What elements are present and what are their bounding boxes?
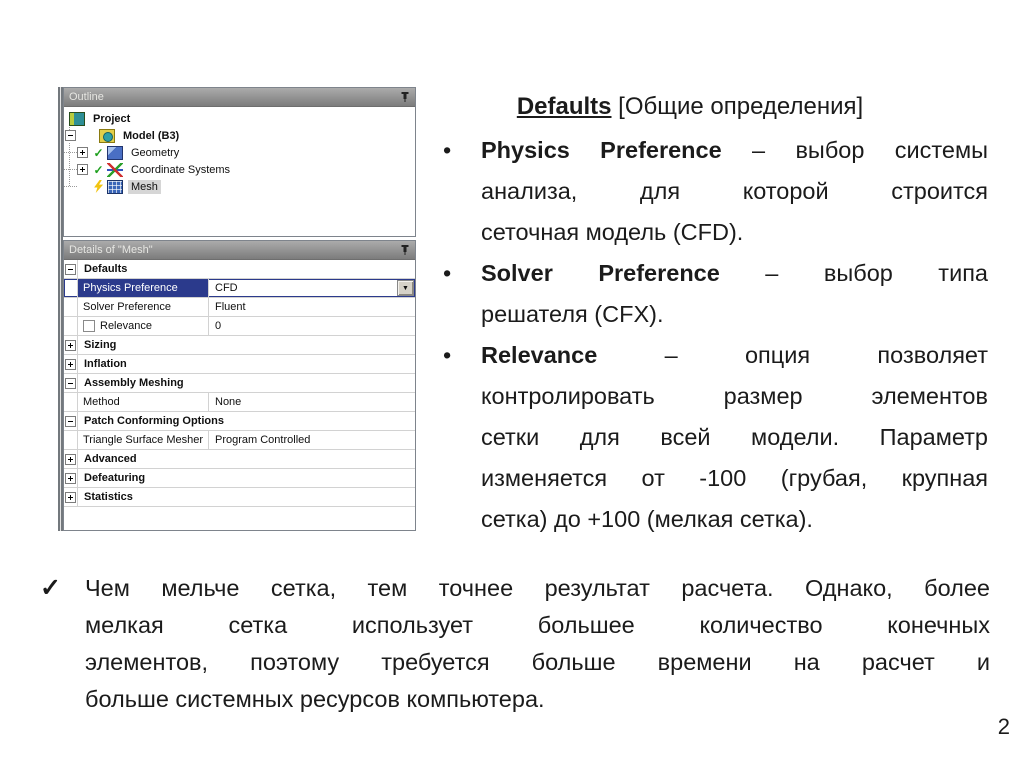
prop-value: None: [215, 396, 242, 408]
outline-panel: [63, 87, 416, 237]
tree-item-coordinate-systems[interactable]: [64, 161, 415, 178]
text-column: [440, 90, 988, 540]
details-group-defeaturing[interactable]: [64, 469, 415, 488]
dropdown-button[interactable]: [397, 280, 414, 296]
bullet-marker-icon: •: [443, 137, 452, 163]
prop-name: Method: [83, 396, 120, 408]
tree-item-model-b3[interactable]: [64, 127, 415, 144]
group-gutter: [64, 469, 78, 487]
check-icon: ✓: [93, 162, 104, 177]
heading-rest: [Общие определения]: [611, 93, 864, 120]
prop-value-cell[interactable]: [209, 317, 415, 335]
bullet-text: [481, 335, 988, 540]
tree-item-label[interactable]: Model (B3): [123, 129, 180, 142]
note-text: [85, 570, 990, 718]
bullet-item: [440, 253, 988, 335]
expander-icon[interactable]: [77, 164, 88, 175]
lightning-icon: [92, 180, 105, 193]
bullet-item: [440, 130, 988, 253]
page-number: 2: [997, 714, 1010, 739]
check-icon: ✓: [93, 145, 104, 160]
group-gutter: [64, 488, 78, 506]
prop-name: Triangle Surface Mesher: [83, 434, 204, 446]
note-line: больше системных ресурсов компьютера.: [85, 686, 545, 712]
details-prop-method[interactable]: [64, 393, 415, 412]
bullet-text: [481, 130, 988, 253]
bullet-line: сетки для всей модели. Параметр: [481, 424, 988, 450]
bullet-marker-icon: •: [443, 260, 452, 286]
expander-icon[interactable]: [65, 378, 76, 389]
note-line: Чем мельче сетка, тем точнее результат расчета. Однако, более: [85, 575, 990, 601]
expander-icon[interactable]: [65, 473, 76, 484]
checkmark-icon: ✓: [40, 574, 61, 602]
ansys-screenshot: [58, 87, 416, 531]
bullet-line: Physics Preference – выбор системы: [481, 137, 989, 163]
prop-gutter: [64, 317, 78, 335]
details-grid: [64, 260, 415, 507]
expander-icon[interactable]: [77, 147, 88, 158]
prop-value: Fluent: [215, 301, 246, 313]
details-prop-relevance[interactable]: [64, 317, 415, 336]
expander-icon[interactable]: [65, 130, 76, 141]
bullet-term: Physics Preference: [481, 137, 722, 163]
prop-gutter: [64, 393, 78, 411]
prop-value: 0: [215, 320, 222, 332]
group-gutter: [64, 355, 78, 373]
group-gutter: [64, 412, 78, 430]
bullet-line: сетка) до +100 (мелкая сетка).: [481, 506, 813, 532]
group-label: Inflation: [84, 358, 127, 370]
bullet-line: решателя (CFX).: [481, 301, 664, 327]
checkbox[interactable]: [83, 320, 95, 332]
prop-value: CFD: [215, 282, 238, 294]
bullet-line: анализа, для которой строится: [481, 178, 988, 204]
prop-value-cell[interactable]: [209, 279, 415, 297]
model-icon: [99, 129, 115, 143]
pin-icon[interactable]: [400, 91, 410, 103]
tree-item-label[interactable]: Geometry: [131, 146, 180, 159]
outline-titlebar[interactable]: [64, 88, 415, 107]
details-group-assembly-meshing[interactable]: [64, 374, 415, 393]
group-label: Assembly Meshing: [84, 377, 184, 389]
tree-item-project[interactable]: [64, 110, 415, 127]
group-gutter: [64, 450, 78, 468]
group-label: Defaults: [84, 263, 128, 275]
details-titlebar[interactable]: [64, 241, 415, 260]
bullet-line: сеточная модель (CFD).: [481, 219, 744, 245]
expander-icon[interactable]: [65, 492, 76, 503]
prop-name-cell[interactable]: [78, 393, 209, 411]
tree-connector: [64, 186, 77, 187]
details-group-inflation[interactable]: [64, 355, 415, 374]
details-prop-triangle-surface-mesher[interactable]: [64, 431, 415, 450]
bullet-line: Solver Preference – выбор типа: [481, 260, 988, 286]
bullet-line: изменяется от -100 (грубая, крупная: [481, 465, 988, 491]
bullet-term: Solver Preference: [481, 260, 720, 286]
details-prop-solver-preference[interactable]: [64, 298, 415, 317]
expander-icon[interactable]: [65, 264, 76, 275]
expander-icon[interactable]: [65, 454, 76, 465]
note-line: элементов, поэтому требуется больше времени на расчет и: [85, 649, 990, 675]
prop-gutter: [64, 298, 78, 316]
prop-gutter: [64, 279, 78, 297]
expander-icon[interactable]: [65, 359, 76, 370]
details-title: Details of "Mesh": [69, 244, 153, 256]
details-group-advanced[interactable]: [64, 450, 415, 469]
bullet-line: Relevance – опция позволяет: [481, 342, 988, 368]
mesh-icon: [107, 180, 123, 194]
prop-value: Program Controlled: [215, 434, 311, 446]
bullet-line: контролировать размер элементов: [481, 383, 988, 409]
expander-icon[interactable]: [65, 416, 76, 427]
outline-tree: [64, 107, 415, 238]
tree-connector: [64, 169, 77, 170]
details-group-patch-conforming-options[interactable]: [64, 412, 415, 431]
group-label: Advanced: [84, 453, 137, 465]
pin-icon[interactable]: [400, 244, 410, 256]
group-label: Patch Conforming Options: [84, 415, 224, 427]
prop-name-cell[interactable]: [78, 279, 209, 297]
details-panel: [63, 240, 416, 531]
note-block: [40, 570, 992, 718]
tree-item-mesh[interactable]: [64, 178, 415, 195]
prop-name: Physics Preference: [83, 282, 178, 294]
tree-connector: [69, 143, 70, 186]
tree-item-label[interactable]: Mesh: [128, 180, 161, 194]
geometry-icon: [107, 146, 123, 160]
coordinate-systems-icon: [107, 163, 123, 177]
project-icon: [69, 112, 85, 126]
details-group-sizing[interactable]: [64, 336, 415, 355]
note-line: мелкая сетка использует большее количество конечных: [85, 612, 990, 638]
details-group-defaults[interactable]: [64, 260, 415, 279]
group-label: Sizing: [84, 339, 117, 351]
prop-name-cell[interactable]: [78, 298, 209, 316]
bullet-marker-icon: •: [443, 342, 452, 368]
group-gutter: [64, 336, 78, 354]
tree-connector: [64, 152, 77, 153]
outline-title: Outline: [69, 91, 104, 103]
details-prop-physics-preference[interactable]: [64, 279, 415, 298]
prop-name: Solver Preference: [83, 301, 172, 313]
heading-term: Defaults: [516, 93, 612, 120]
tree-item-label[interactable]: Coordinate Systems: [131, 163, 231, 176]
tree-item-label[interactable]: Project: [93, 112, 131, 125]
prop-value-cell[interactable]: [209, 393, 415, 411]
group-label: Defeaturing: [84, 472, 146, 484]
prop-name-cell[interactable]: [78, 431, 209, 449]
expander-icon[interactable]: [65, 340, 76, 351]
group-gutter: [64, 260, 78, 278]
details-group-statistics[interactable]: [64, 488, 415, 507]
bullet-list: [440, 130, 988, 540]
tree-item-geometry[interactable]: [64, 144, 415, 161]
chevron-down-icon: ▼: [402, 284, 409, 292]
group-gutter: [64, 374, 78, 392]
group-label: Statistics: [84, 491, 133, 503]
bullet-term: Relevance: [481, 342, 598, 368]
prop-name-cell[interactable]: [78, 317, 209, 335]
bullet-item: [440, 335, 988, 540]
prop-gutter: [64, 431, 78, 449]
bullet-text: [481, 253, 988, 335]
prop-value-cell[interactable]: [209, 298, 415, 316]
prop-value-cell[interactable]: [209, 431, 415, 449]
prop-name: Relevance: [100, 320, 152, 332]
slide-heading: [440, 90, 988, 124]
